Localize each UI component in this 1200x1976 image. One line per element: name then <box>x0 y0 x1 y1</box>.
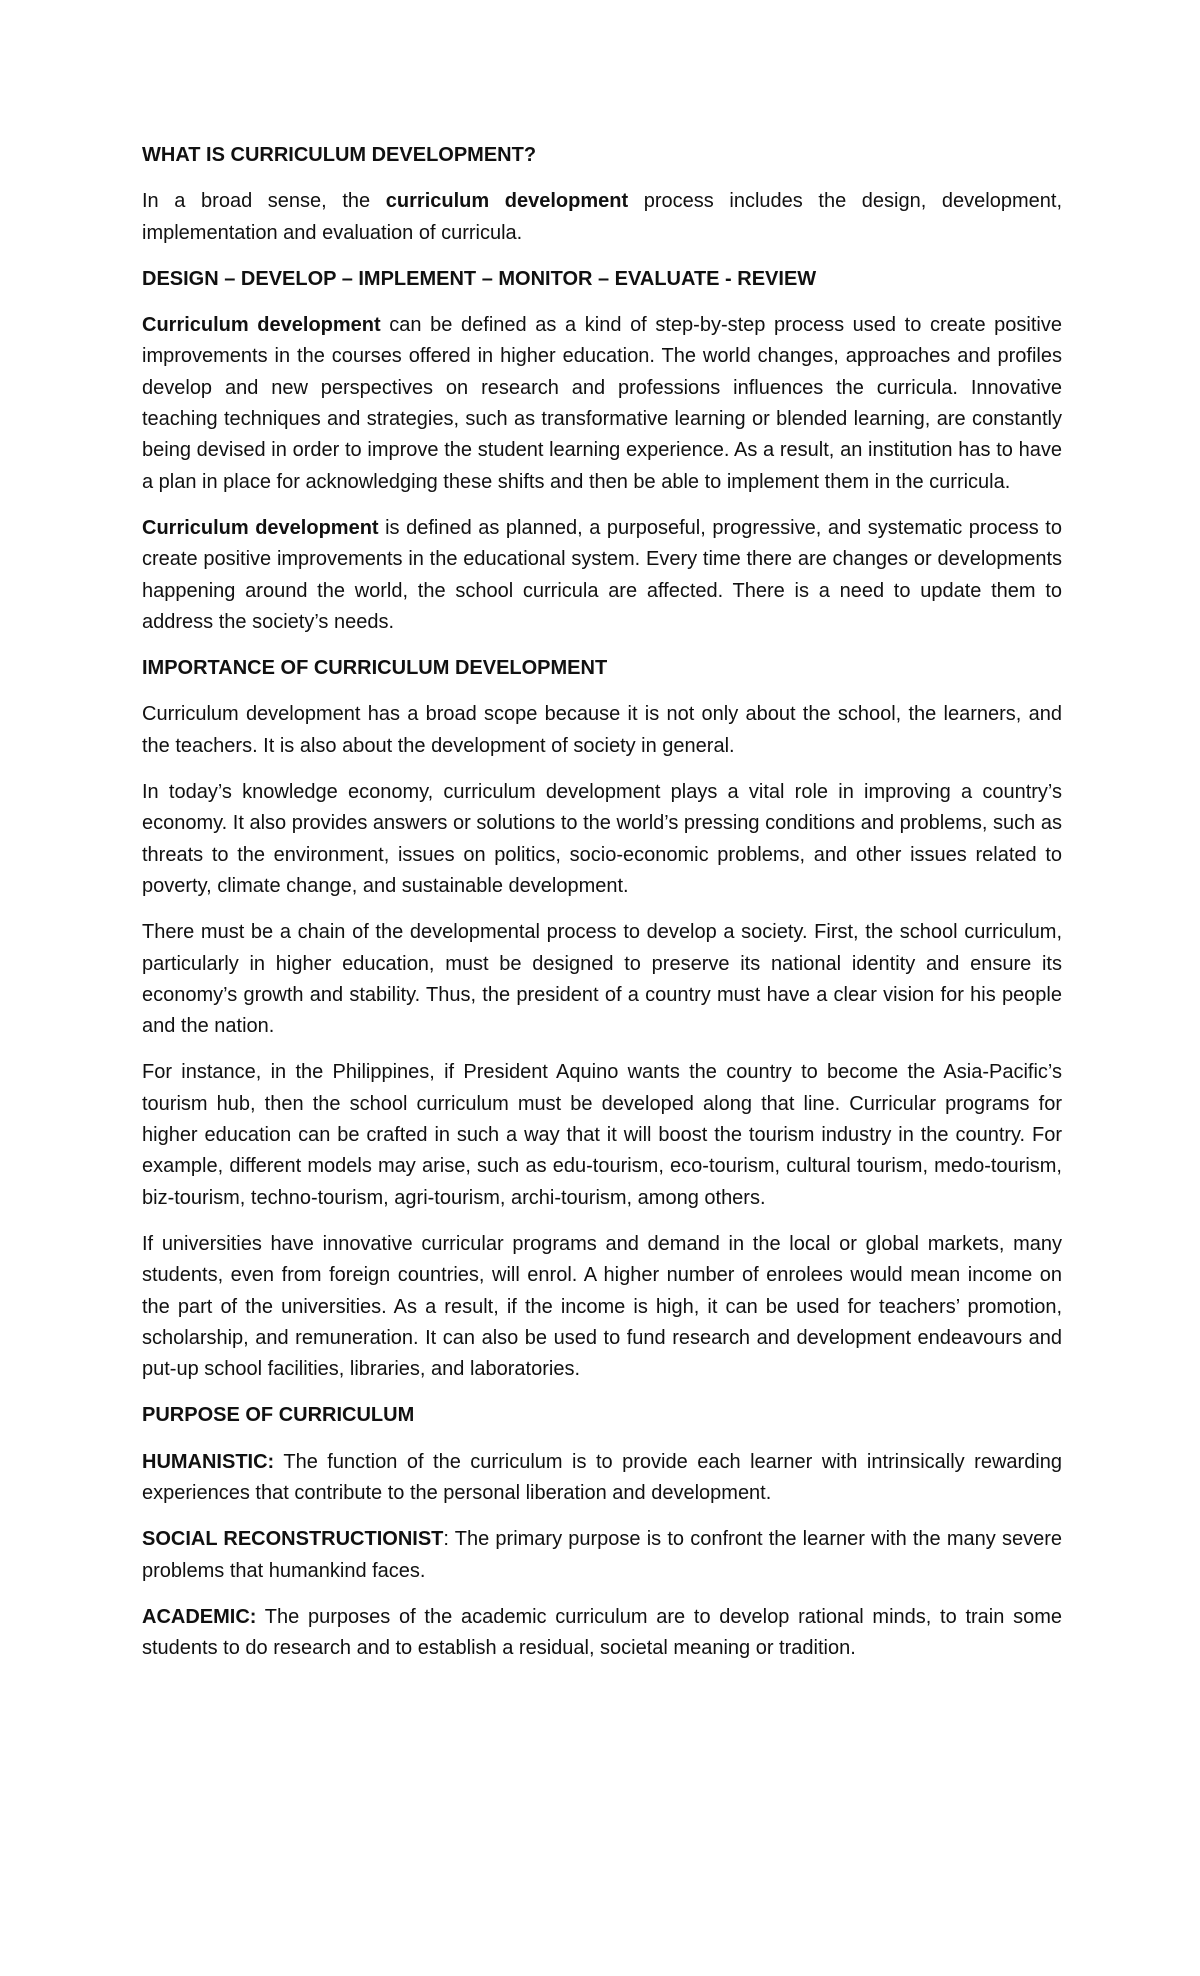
definition-1-bold-term: Curriculum development <box>142 314 381 337</box>
intro-bold-term: curriculum development <box>385 190 629 213</box>
humanistic-text: The function of the curriculum is to provide each learner with intrinsically rewarding experiences that contribute to the personal liberation and development. <box>142 1450 1062 1504</box>
definition-1-text: can be defined as a kind of step-by-step process used to create positive improvements in the courses offered in higher education. The world changes, approaches and profiles develop and new perspectives on research and professions influences the curricula. Innovative teaching techniques and strategies, such as transformative learning or blended learning, are constantly being devised in order to improve the student learning experience. As a result, an institution has to have a plan in place for acknowledging these shifts and then be able to implement them in the curricula. <box>142 314 1062 493</box>
importance-paragraph-2: In today’s knowledge economy, curriculum development plays a vital role in improving a country’s economy. It also provides answers or solutions to the world’s pressing conditions and problems, such as threats to the environment, issues on politics, socio-economic problems, and other issues related to poverty, climate change, and sustainable development. <box>142 781 1062 897</box>
intro-text-end: process includes the design, development, implementation and evaluation of curricula. <box>142 190 1062 244</box>
intro-paragraph <box>142 186 1062 249</box>
academic-text: The purposes of the academic curriculum are to develop rational minds, to train some students to do research and to establish a residual, societal meaning or tradition. <box>142 1605 1062 1660</box>
heading-what-is-curriculum-development: WHAT IS CURRICULUM DEVELOPMENT? <box>142 144 537 166</box>
purpose-academic <box>142 1602 1062 1665</box>
social-reconstructionist-label: SOCIAL RECONSTRUCTIONIST <box>142 1528 444 1551</box>
purpose-social-reconstructionist <box>142 1524 1062 1587</box>
definition-paragraph-1 <box>142 310 1062 498</box>
document-page <box>142 140 1062 1679</box>
importance-paragraph-3: There must be a chain of the developmental process to develop a society. First, the school curriculum, particularly in higher education, must be designed to preserve its national identity and ensure its economy’s growth and stability. Thus, the president of a country must have a clear vision for his people and the nation. <box>142 921 1062 1038</box>
definition-paragraph-2 <box>142 513 1062 638</box>
heading-importance: IMPORTANCE OF CURRICULUM DEVELOPMENT <box>142 657 608 680</box>
definition-2-bold-term: Curriculum development <box>142 516 379 539</box>
importance-paragraph-5: If universities have innovative curricular programs and demand in the local or global markets, many students, even from foreign countries, will enrol. A higher number of enrolees would mean income on the part of the universities. As a result, if the income is high, it can be used for teachers’ promotion, scholarship, and remuneration. It can also be used to fund research and development endeavours and put-up school facilities, libraries, and laboratories. <box>142 1232 1062 1381</box>
social-reconstructionist-text: : The primary purpose is to confront the learner with the many severe problems that humankind faces. <box>142 1528 1062 1582</box>
definition-2-text: is defined as planned, a purposeful, progressive, and systematic process to create positive improvements in the educational system. Every time there are changes or developments happening around the world, the school curricula are affected. There is a need to update them to address the society’s needs. <box>142 516 1062 633</box>
heading-purpose: PURPOSE OF CURRICULUM <box>142 1404 415 1427</box>
importance-paragraph-1: Curriculum development has a broad scope because it is not only about the school, the learners, and the teachers. It is also about the development of society in general. <box>142 703 1062 757</box>
importance-paragraph-4: For instance, in the Philippines, if President Aquino wants the country to become the Asia-Pacific’s tourism hub, then the school curriculum must be developed along that line. Curricular programs for higher education can be crafted in such a way that it will boost the tourism industry in the country. For example, different models may arise, such as edu-tourism, eco-tourism, cultural tourism, medo-tourism, biz-tourism, techno-tourism, agri-tourism, archi-tourism, among others. <box>142 1061 1062 1209</box>
purpose-humanistic <box>142 1447 1062 1510</box>
humanistic-label: HUMANISTIC: <box>142 1450 275 1473</box>
intro-text-start: In a broad sense, the <box>142 190 386 213</box>
academic-label: ACADEMIC: <box>142 1605 257 1628</box>
stages-heading: DESIGN – DEVELOP – IMPLEMENT – MONITOR – EVALUATE - REVIEW <box>142 267 817 290</box>
